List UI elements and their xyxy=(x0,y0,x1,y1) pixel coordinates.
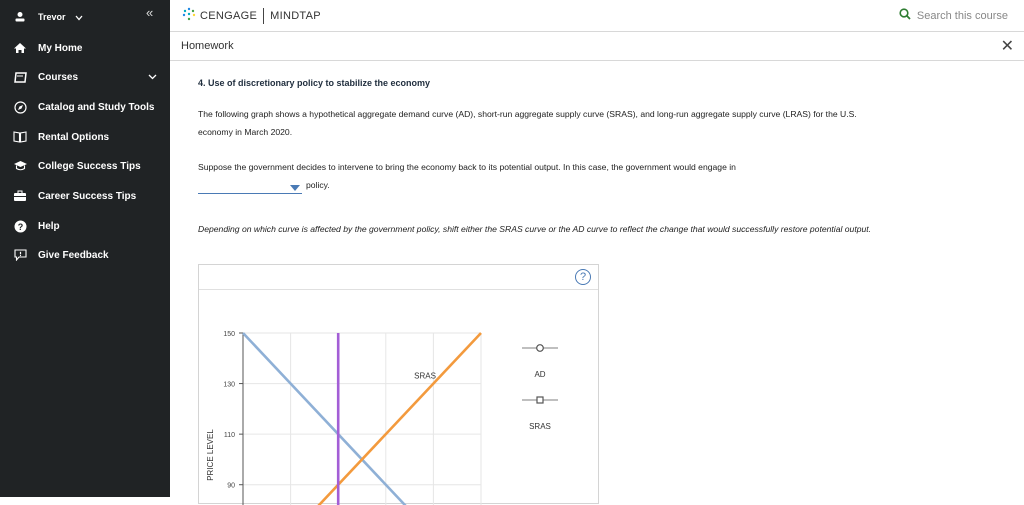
sidebar-item-feedback[interactable]: Give Feedback xyxy=(0,241,170,269)
sidebar-item-rental[interactable]: Rental Options xyxy=(0,123,170,151)
graph-help-button[interactable]: ? xyxy=(575,269,591,285)
svg-text:?: ? xyxy=(17,221,23,232)
book-icon xyxy=(12,69,28,85)
question-paragraph-3: Depending on which curve is affected by the government policy, shift either the SRAS curve or the AD curve to reflect the change that would successfully restore potential output. xyxy=(198,224,872,234)
y-tick-label: 110 xyxy=(223,432,235,440)
compass-icon xyxy=(12,99,28,115)
question-icon xyxy=(12,218,28,234)
top-bar xyxy=(170,0,1024,32)
sidebar-item-college-tips[interactable]: College Success Tips xyxy=(0,152,170,180)
chevron-down-icon xyxy=(148,72,157,83)
chevron-down-icon xyxy=(75,13,83,24)
brand-cengage: CENGAGE xyxy=(200,9,258,22)
y-tick-label: 90 xyxy=(227,482,235,490)
series-sras-label: SRAS xyxy=(414,371,436,381)
policy-dropdown[interactable] xyxy=(198,182,302,194)
legend-sras-marker xyxy=(537,397,543,403)
homework-bar xyxy=(170,32,1024,61)
legend-sras-label: SRAS xyxy=(529,422,551,431)
feedback-icon xyxy=(12,247,28,263)
open-book-icon xyxy=(12,129,28,145)
user-menu[interactable] xyxy=(0,3,170,31)
brand-mindtap: MINDTAP xyxy=(270,9,321,22)
question-title: 4. Use of discretionary policy to stabilize the economy xyxy=(198,78,431,88)
collapse-sidebar-icon[interactable]: « xyxy=(146,5,154,20)
search-placeholder: Search this course xyxy=(916,9,1008,22)
legend-ad-label: AD xyxy=(534,370,546,379)
question-paragraph-2-text: Suppose the government decides to intervene to bring the economy back to its potential output. In this case, the government would engage in xyxy=(198,162,736,172)
user-name: Trevor xyxy=(38,12,66,22)
search-icon xyxy=(899,8,911,23)
cengage-dots-icon xyxy=(182,7,196,24)
graph-panel xyxy=(198,264,599,504)
policy-suffix: policy. xyxy=(306,180,330,190)
brand-logo[interactable] xyxy=(182,7,321,24)
y-tick-label: 150 xyxy=(223,331,235,338)
legend-ad-marker xyxy=(537,345,544,352)
user-icon xyxy=(12,9,28,25)
briefcase-icon xyxy=(12,188,28,204)
brand-divider xyxy=(263,8,264,24)
sidebar-item-my-home[interactable]: My Home xyxy=(0,34,170,62)
home-icon xyxy=(12,40,28,56)
sidebar-item-career-tips[interactable]: Career Success Tips xyxy=(0,182,170,210)
close-icon[interactable]: ✕ xyxy=(1000,38,1014,55)
graduation-cap-icon xyxy=(12,158,28,174)
series-ad-line xyxy=(243,333,410,505)
ad-as-chart[interactable] xyxy=(199,265,598,505)
homework-title: Homework xyxy=(181,40,234,52)
sidebar-item-courses[interactable]: Courses xyxy=(0,63,170,91)
sidebar-item-help[interactable]: ? Help xyxy=(0,212,170,240)
y-tick-label: 130 xyxy=(223,381,235,389)
question-paragraph-2 xyxy=(198,158,878,194)
sidebar xyxy=(0,0,170,497)
question-paragraph-1: The following graph shows a hypothetical aggregate demand curve (AD), short-run aggregate supply curve (SRAS), and long-run aggregate supply curve (LRAS) for the U.S. economy in March 2020. xyxy=(198,109,857,137)
search-course[interactable] xyxy=(899,8,1008,23)
y-axis-label: PRICE LEVEL xyxy=(206,429,215,481)
sidebar-item-catalog[interactable]: Catalog and Study Tools xyxy=(0,93,170,121)
dropdown-arrow-icon xyxy=(290,185,300,191)
